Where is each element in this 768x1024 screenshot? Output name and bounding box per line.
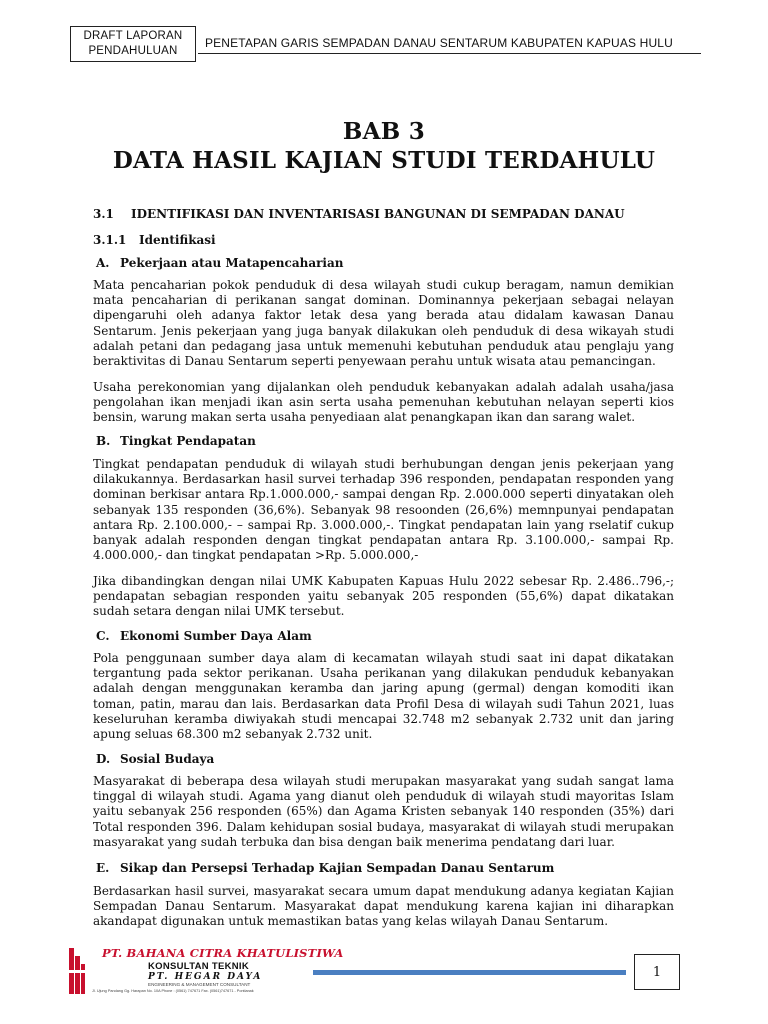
company-name: PT. BAHANA CITRA KHATULISTIWA (102, 946, 344, 960)
paragraph: Jika dibandingkan dengan nilai UMK Kabupaten Kapuas Hulu 2022 sebesar Rp. 2.486..796,-; pendapatan sebagian responden yaitu sebanyak 205 responden (55,6%) dapat dikatakan sudah setara dengan nilai UMK tersebut. (93, 574, 674, 619)
subsection-number: 3.1.1 (93, 233, 127, 247)
item-heading-d (96, 752, 214, 766)
consultant-label: KONSULTAN TEKNIK (148, 961, 250, 972)
paragraph: Tingkat pendapatan penduduk di wilayah studi berhubungan dengan jenis pekerjaan yang dilakukannya. Berdasarkan hasil survei terhadap 396 responden, pendapatan responden yang dominan berkisar antara Rp.1.000.000,- sampai dengan Rp. 2.000.000 seperti dinyatakan oleh sebanyak 135 responden (36,6%). Sebanyak 98 resoonden (26,6%) memnpunyai pendapatan antara Rp. 2.100.000,- – sampai Rp. 3.000.000,-. Tingkat pendapatan lain yang rselatif cukup banyak adalah responden dengan tingkat pendapatan antara Rp. 3.100.000,- sampai Rp. 4.000.000,- dan tingkat pendapatan >Rp. 5.000.000,- (93, 457, 674, 563)
document-status-box (70, 26, 196, 62)
paragraph: Mata pencaharian pokok penduduk di desa wilayah studi cukup beragam, namun demikian mata pencaharian di perikanan sangat dominan. Dominannya pekerjaan sebagai nelayan dipengaruhi oleh adanya faktor letak desa yang berada atau didalam kawasan Danau Sentarum. Jenis pekerjaan yang juga banyak dilakukan oleh penduduk di desa wikayah studi adalah petani dan pedagang jasa untuk memenuhi kebutuhan penduduk atau penglaju yang beraktivitas di Danau Sentarum seperti penyewaan perahu untuk wisata atau pemancingan. (93, 278, 674, 369)
subsection-heading (93, 233, 216, 247)
status-line-2: PENDAHULUAN (88, 45, 178, 57)
chapter-title: DATA HASIL KAJIAN STUDI TERDAHULU (112, 147, 656, 174)
item-heading-c (96, 629, 312, 643)
footer-accent-bar (313, 970, 626, 975)
item-title: Tingkat Pendapatan (120, 434, 256, 448)
item-title: Sosial Budaya (120, 752, 215, 766)
section-number: 3.1 (93, 207, 114, 221)
consultant-tagline: ENGINEERING & MANAGEMENT CONSULTANT (148, 982, 251, 987)
running-header-title: PENETAPAN GARIS SEMPADAN DANAU SENTARUM KABUPATEN KAPUAS HULU (205, 36, 673, 50)
company-address: Jl. Ujung Pandang Gg. Harapan No. 10A Phone : (0561) 747671 Fax. (0561)747671 - Pontianak (92, 989, 254, 993)
paragraph: Pola penggunaan sumber daya alam di kecamatan wilayah studi saat ini dapat dikatakan tergantung pada sektor perikanan. Usaha perikanan yang dilakukan penduduk kebanyakan adalah dengan menggunakan keramba dan jaring apung (germal) dengan komoditi ikan toman, patin, marau dan lais. Berdasarkan data Profil Desa di wilayah sudi Tahun 2021, luas keseluruhan keramba diwiyakah studi mencapai 32.748 m2 sebanyak 2.732 unit dan jaring apung seluas 68.300 m2 sebanyak 2.732 unit. (93, 651, 674, 742)
section-heading (93, 207, 625, 221)
item-heading-a (96, 256, 344, 270)
item-letter: C. (96, 629, 110, 643)
item-heading-e (96, 861, 554, 875)
item-title: Sikap dan Persepsi Terhadap Kajian Sempadan Danau Sentarum (120, 861, 555, 875)
item-letter: B. (96, 434, 111, 448)
company-logo (68, 946, 344, 998)
status-line-1: DRAFT LAPORAN (83, 30, 183, 42)
paragraph: Masyarakat di beberapa desa wilayah studi merupakan masyarakat yang sudah sangat lama tinggal di wilayah studi. Agama yang dianut oleh penduduk di wilayah studi mayoritas Islam yaitu sebanyak 256 responden (65%) dan Agama Kristen sebanyak 140 responden (35%) dari Total responden 396. Dalam kehidupan sosial budaya, masyarakat di wilayah studi merupakan masyarakat yang sudah terbuka dan bisa dengan baik menerima pendatang dari luar. (93, 774, 674, 849)
page-number: 1 (634, 954, 680, 990)
header-rule (198, 53, 701, 54)
item-heading-b (96, 434, 256, 448)
paragraph: Berdasarkan hasil survei, masyarakat secara umum dapat mendukung adanya kegiatan Kajian Sempadan Danau Sentarum. Masyarakat dapat mendukung karena kajian ini diharapkan akandapat digunakan untuk memastikan batas yang kelas wilayah Danau Sentarum. (93, 884, 674, 929)
consultant-name: PT. HEGAR DAYA (148, 972, 263, 982)
item-letter: D. (96, 752, 111, 766)
chapter-label: BAB 3 (342, 118, 426, 145)
subsection-title: Identifikasi (139, 233, 216, 247)
company-logo-mark-icon (68, 946, 86, 996)
item-title: Ekonomi Sumber Daya Alam (120, 629, 312, 643)
item-title: Pekerjaan atau Matapencaharian (120, 256, 344, 270)
paragraph: Usaha perekonomian yang dijalankan oleh penduduk kebanyakan adalah adalah usaha/jasa pengolahan ikan menjadi ikan asin serta usaha pemenuhan kebutuhan nelayan seperti kios bensin, warung makan serta usaha penyediaan alat penangkapan ikan dan sarang walet. (93, 380, 674, 425)
item-letter: A. (96, 256, 110, 270)
item-letter: E. (96, 861, 110, 875)
section-title: IDENTIFIKASI DAN INVENTARISASI BANGUNAN DI SEMPADAN DANAU (131, 207, 625, 221)
